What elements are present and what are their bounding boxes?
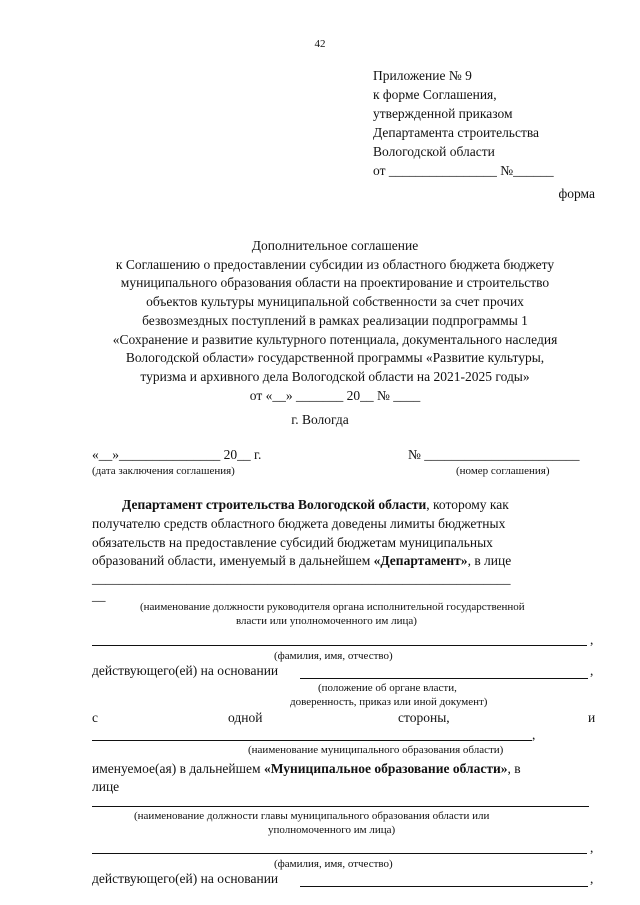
word-and: и — [588, 710, 596, 725]
comma: , — [590, 632, 594, 647]
named-start: именуемое(ая) в дальнейшем — [92, 761, 261, 776]
appendix-block — [373, 66, 554, 180]
department-alias: «Департамент» — [373, 553, 468, 568]
form-label: форма — [558, 186, 595, 201]
in-person: лице — [92, 779, 120, 794]
appendix-line: Вологодской области — [373, 144, 495, 159]
caption-basis-2: доверенность, приказ или иной документ) — [290, 696, 488, 708]
municipality-line — [92, 740, 532, 741]
comma: , — [590, 663, 594, 678]
fio2-line — [92, 853, 587, 854]
caption-basis-1: (положение об органе власти, — [318, 682, 457, 694]
para1-line5: ______________________________________________________________ — [92, 571, 511, 586]
title-line: к Соглашению о предоставлении субсидии из областного бюджета бюджету — [115, 256, 555, 272]
comma: , — [590, 840, 594, 855]
para1-line1-rest: , которому как — [426, 497, 509, 512]
acting-on-basis-2: действующего(ей) на основании — [92, 871, 279, 886]
title-line: от «__» _______ 20__ № ____ — [249, 387, 421, 403]
appendix-line: от ________________ №______ — [373, 163, 554, 178]
title-line: объектов культуры муниципальной собственности за счет прочих — [146, 294, 524, 310]
word-one: одной — [228, 710, 263, 725]
caption-head-position-1: (наименование должности руководителя органа исполнительной государственной — [140, 601, 525, 613]
title-line: Вологодской области» государственной программы «Развитие культуры, — [125, 350, 545, 366]
number-field: № _______________________ — [408, 447, 580, 462]
title-line: туризма и архивного дела Вологодской области на 2021-2025 годы» — [140, 368, 530, 384]
basis-line — [300, 678, 588, 679]
para1-line1 — [122, 497, 509, 513]
appendix-line: к форме Соглашения, — [373, 87, 497, 102]
para1-line4-start: образований области, именуемый в дальнейшем — [92, 553, 371, 568]
title-line: «Сохранение и развитие культурного потенциала, документального наследия — [112, 331, 558, 347]
title-line: муниципального образования области на проектирование и строительство — [120, 275, 550, 291]
caption-mun-head-2: уполномоченного им лица) — [268, 824, 396, 836]
caption-mun-head-1: (наименование должности главы муниципального образования области или — [134, 810, 490, 822]
title-line: безвозмездных поступлений в рамках реализации подпрограммы 1 — [142, 312, 528, 328]
number-caption: (номер соглашения) — [456, 465, 550, 477]
date-field: «__»_______________ 20__ г. — [92, 447, 262, 462]
document-title — [70, 237, 600, 405]
title-line: Дополнительное соглашение — [251, 238, 419, 253]
municipality-alias: «Муниципальное образование области» — [263, 761, 508, 776]
comma: , — [590, 871, 594, 886]
caption-municipality: (наименование муниципального образования области) — [248, 744, 504, 756]
word-s: с — [92, 710, 98, 725]
page-number: 42 — [314, 38, 326, 50]
appendix-line: Департамента строительства — [373, 125, 540, 140]
para1-line4 — [92, 553, 511, 569]
named-line — [92, 761, 521, 777]
mun-head-line — [92, 806, 589, 807]
para1-line2: получателю средств областного бюджета доведены лимиты бюджетных — [92, 516, 506, 531]
caption-head-position-2: власти или уполномоченного им лица) — [236, 615, 417, 627]
caption-fio: (фамилия, имя, отчество) — [274, 650, 393, 662]
basis-line-2 — [300, 886, 588, 887]
word-side: стороны, — [398, 710, 450, 725]
acting-on-basis: действующего(ей) на основании — [92, 663, 279, 678]
caption-fio2: (фамилия, имя, отчество) — [274, 858, 393, 870]
para1-line6: __ — [92, 588, 106, 603]
para1-line4-end: , в лице — [467, 553, 512, 568]
appendix-line: утвержденной приказом — [373, 106, 513, 121]
para1-line3: обязательств на предоставление субсидий бюджетам муниципальных — [92, 535, 493, 550]
named-end: , в — [507, 761, 521, 776]
appendix-line: Приложение № 9 — [373, 68, 472, 83]
city-label: г. Вологда — [291, 412, 349, 427]
date-caption: (дата заключения соглашения) — [92, 465, 235, 477]
comma: , — [532, 727, 536, 742]
department-name: Департамент строительства Вологодской области — [122, 497, 427, 512]
fio-line — [92, 645, 587, 646]
